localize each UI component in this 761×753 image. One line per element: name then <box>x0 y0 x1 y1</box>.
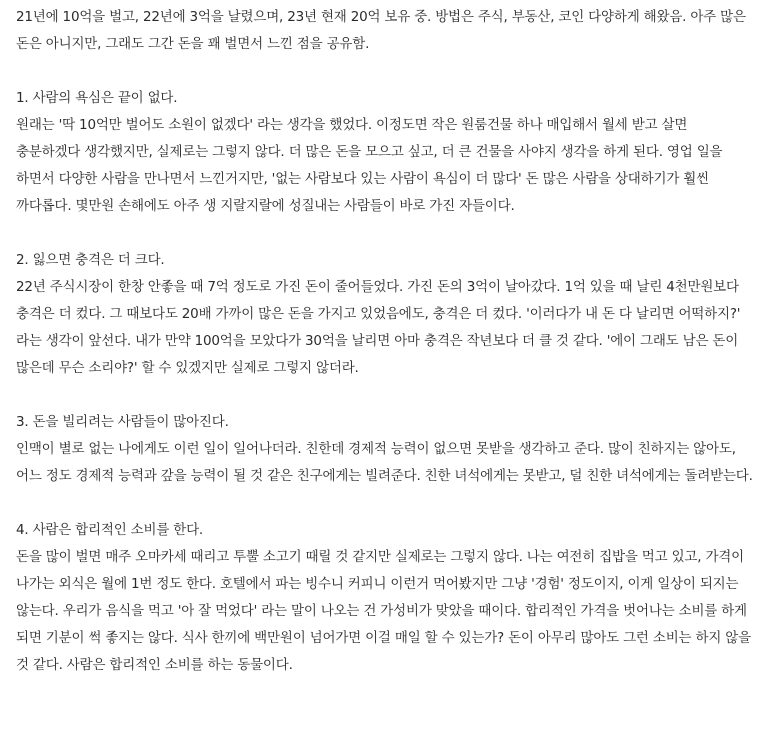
section-body: 인맥이 별로 없는 나에게도 이런 일이 일어나더라. 친한데 경제적 능력이 없으면 못받을 생각하고 준다. 많이 친하지는 않아도, 어느 정도 경제적 능력과 갚을 능력이 될 것 같은 친구에게는 빌려준다. 친한 녀석에게는 못받고, 덜 친한 녀석에게는 돌려받는다. <box>16 441 753 484</box>
section-body: 원래는 '딱 10억만 벌어도 소원이 없겠다' 라는 생각을 했었다. 이정도면 작은 원룸건물 하나 매입해서 월세 받고 살면 충분하겠다 생각했지만, 실제로는 그렇지 않다. 더 많은 돈을 모으고 싶고, 더 큰 건물을 사야지 생각을 하게 된다. 영업 일을 하면서 다양한 사람을 만나면서 느낀거지만, '없는 사람보다 있는 사람이 욕심이 더 많다' 돈 많은 사람을 상대하기가 훨씬 까다롭다. 몇만원 손해에도 아주 생 지랄지랄에 성질내는 사람들이 바로 가진 자들이다. <box>16 117 723 214</box>
section-borrowers <box>16 409 753 490</box>
section-title: 2. 잃으면 충격은 더 크다. <box>16 252 165 268</box>
section-title: 3. 돈을 빌리려는 사람들이 많아진다. <box>16 414 229 430</box>
section-body: 돈을 많이 벌면 매주 오마카세 때리고 투뿔 소고기 때릴 것 같지만 실제로는 그렇지 않다. 나는 여전히 집밥을 먹고 있고, 가격이 나가는 외식은 월에 1번 정도 한다. 호텔에서 파는 빙수니 커피니 이런거 먹어봤지만 그냥 '경험' 정도이지, 이게 일상이 되지는 않는다. 우리가 음식을 먹고 '아 잘 먹었다' 라는 말이 나오는 건 가성비가 맞았을 때이다. 합리적인 가격을 벗어나는 소비를 하게 되면 기분이 썩 좋지는 않다. 식사 한끼에 백만원이 넘어가면 이걸 매일 할 수 있는가? 돈이 아무리 많아도 그런 소비는 하지 않을 것 같다. 사람은 합리적인 소비를 하는 동물이다. <box>16 549 751 673</box>
section-title: 1. 사람의 욕심은 끝이 없다. <box>16 90 178 106</box>
section-loss-shock <box>16 247 753 382</box>
section-title: 4. 사람은 합리적인 소비를 한다. <box>16 522 204 538</box>
section-rational-spending <box>16 517 753 679</box>
intro-paragraph: 21년에 10억을 벌고, 22년에 3억을 날렸으며, 23년 현재 20억 보유 중. 방법은 주식, 부동산, 코인 다양하게 해왔음. 아주 많은 돈은 아니지만, 그래도 그간 돈을 꽤 벌면서 느낀 점을 공유함. <box>16 9 746 52</box>
section-greed <box>16 85 753 220</box>
section-body: 22년 주식시장이 한창 안좋을 때 7억 정도로 가진 돈이 줄어들었다. 가진 돈의 3억이 날아갔다. 1억 있을 때 날린 4천만원보다 충격은 더 컸다. 그 때보다도 20배 가까이 많은 돈을 가지고 있었음에도, 충격은 더 컸다. '이러다가 내 돈 다 날리면 어떡하지?' 라는 생각이 앞선다. 내가 만약 100억을 모았다가 30억을 날리면 아마 충격은 작년보다 더 클 것 같다. '에이 그래도 남은 돈이 많은데 무슨 소리야?' 할 수 있겠지만 실제로 그렇지 않더라. <box>16 279 741 376</box>
